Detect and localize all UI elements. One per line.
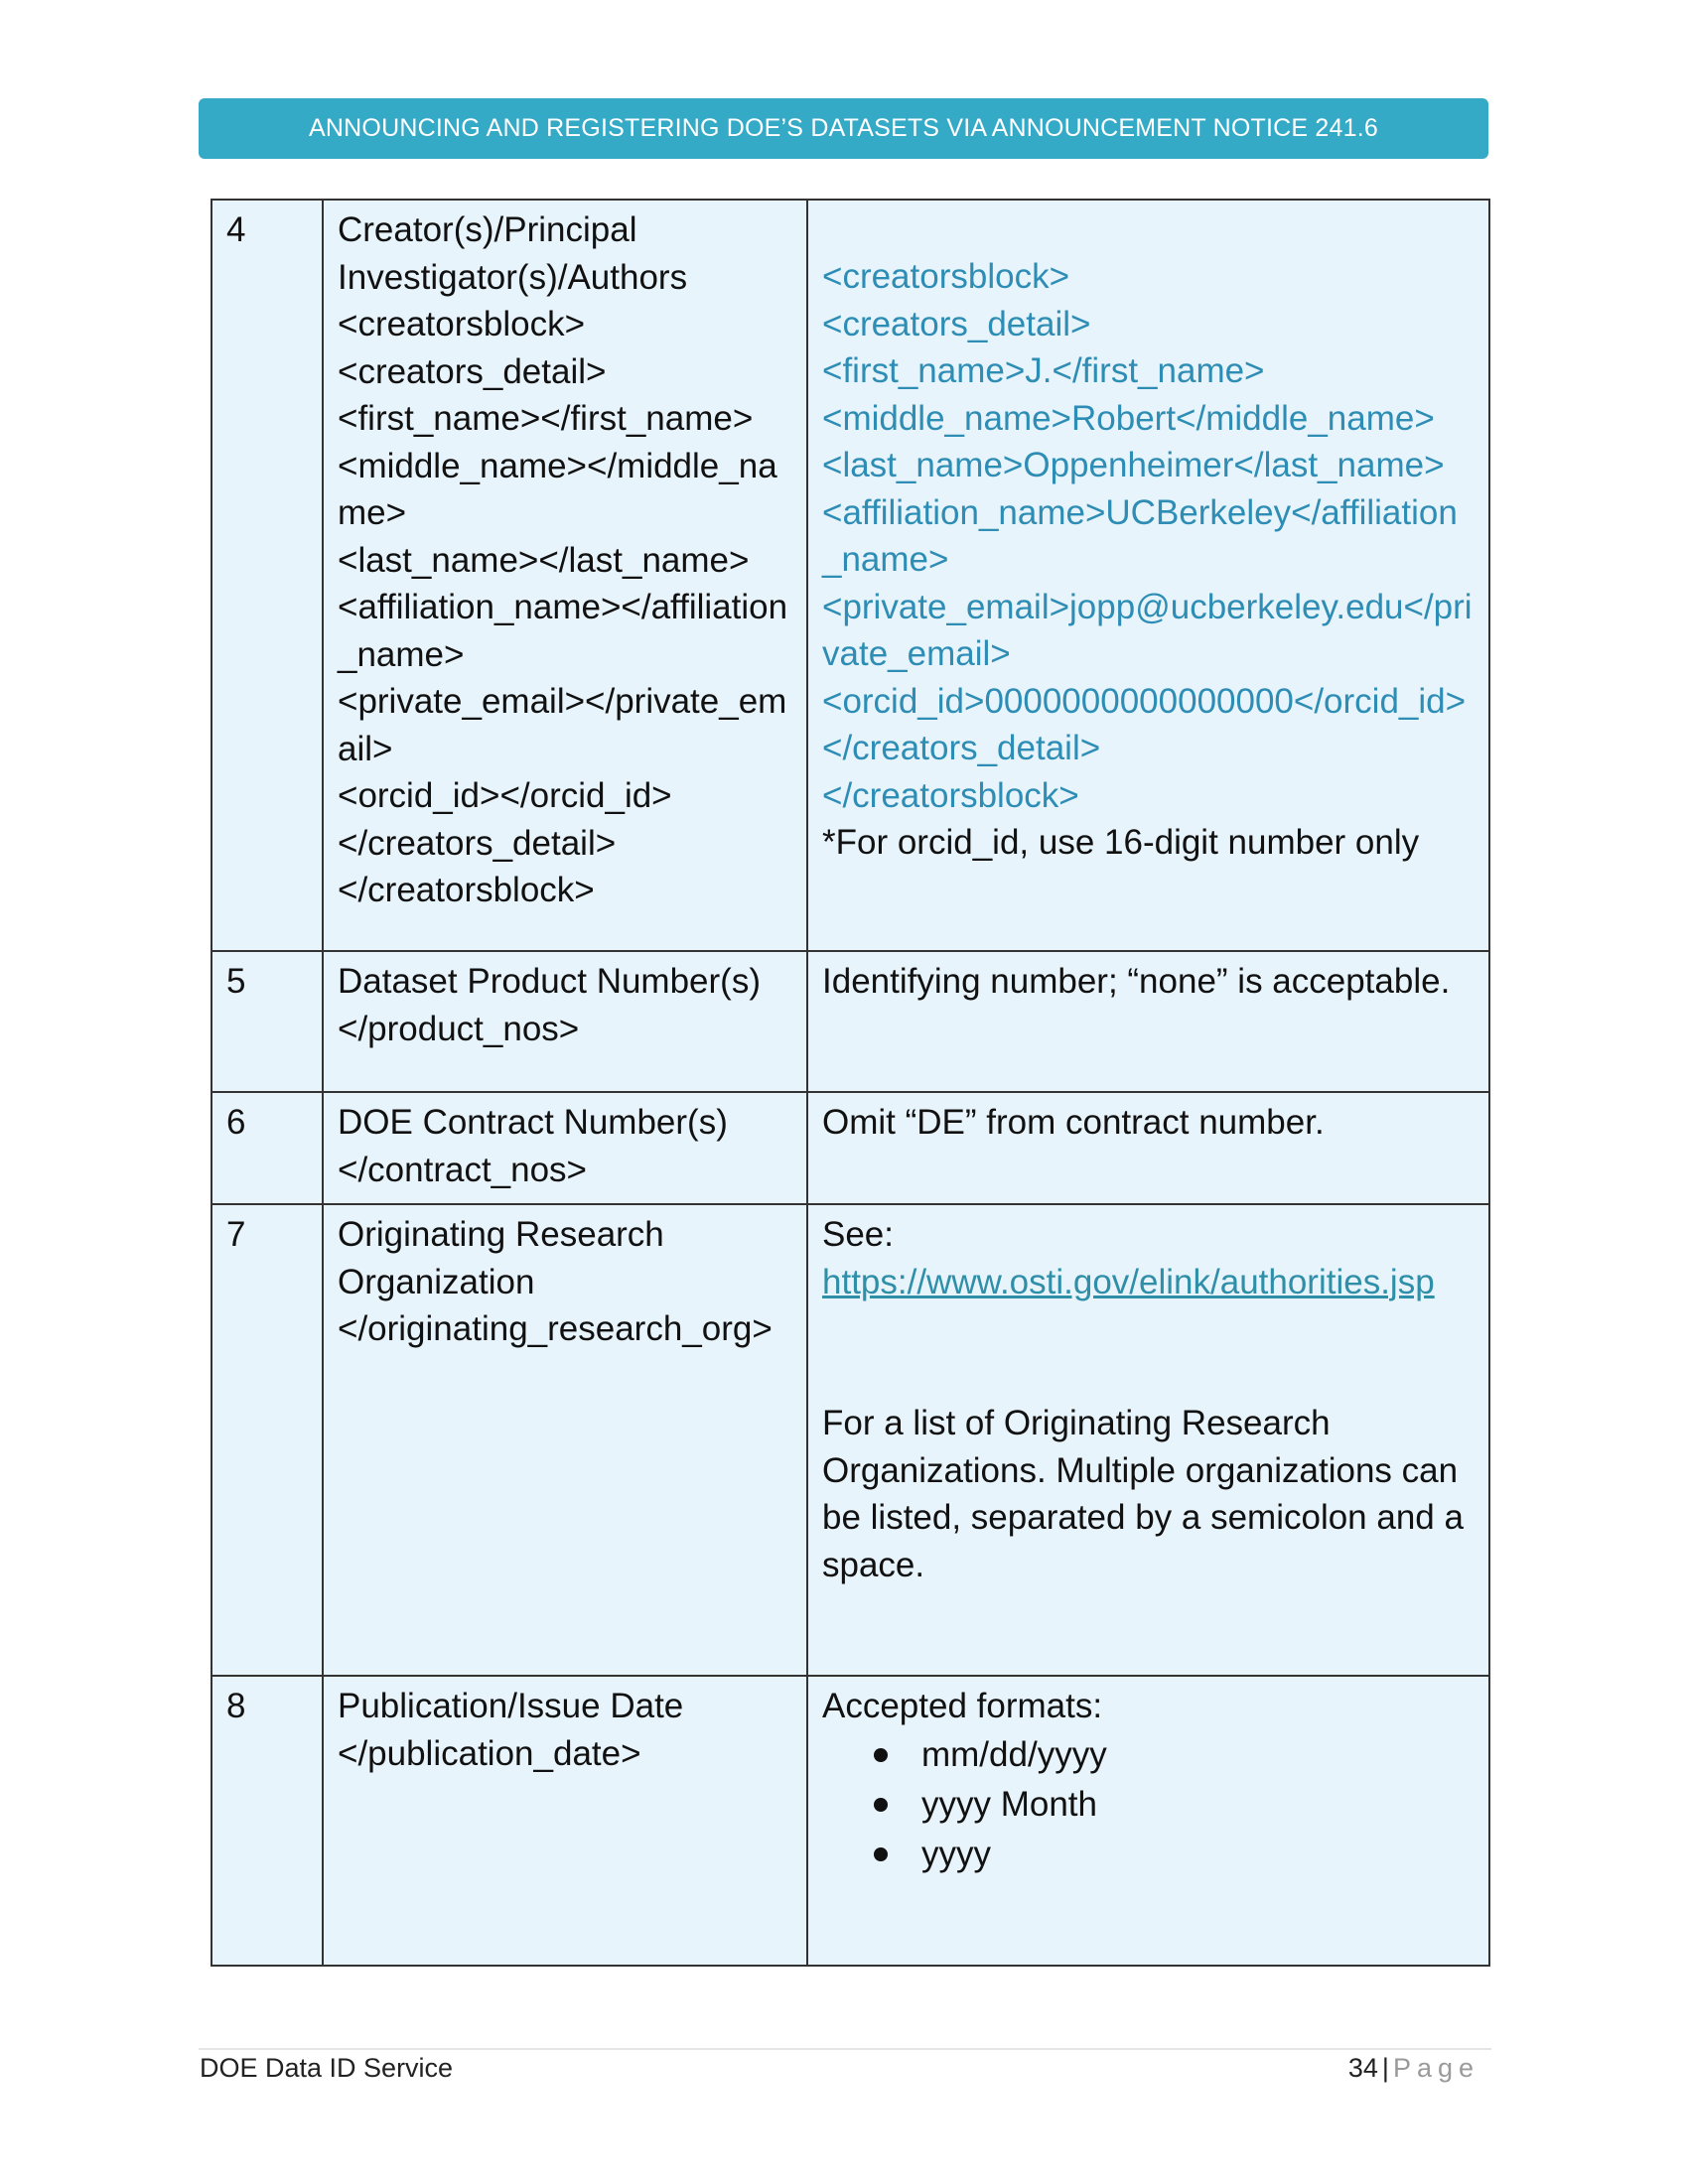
field-line: DOE Contract Number(s)	[338, 1103, 728, 1142]
row-number: 5	[211, 951, 323, 1092]
field-line: <middle_name></middle_name>	[338, 446, 777, 532]
page-number: 34	[1347, 2053, 1378, 2083]
row-number: 7	[211, 1204, 323, 1676]
field-line: <last_name></last_name>	[338, 540, 750, 580]
field-line: Organization	[338, 1262, 535, 1301]
field-line: Dataset Product Number(s)	[338, 962, 761, 1001]
field-line: </originating_research_org>	[338, 1309, 773, 1348]
field-line: </product_nos>	[338, 1009, 580, 1048]
bullet-icon	[874, 1798, 888, 1812]
table-row	[211, 1092, 1489, 1204]
table-row	[211, 951, 1489, 1092]
formats-label: Accepted formats:	[822, 1687, 1103, 1725]
example-cell	[807, 200, 1489, 951]
field-line: </creators_detail>	[338, 823, 617, 863]
field-line: Originating Research	[338, 1215, 664, 1254]
field-line: <orcid_id></orcid_id>	[338, 776, 672, 815]
list-item	[822, 1730, 1477, 1780]
field-cell	[323, 951, 807, 1092]
field-line: <private_email></private_email>	[338, 682, 787, 768]
orcid-note: *For orcid_id, use 16-digit number only	[822, 823, 1420, 862]
field-cell	[323, 1092, 807, 1204]
list-item	[822, 1830, 1477, 1879]
description-cell: Omit “DE” from contract number.	[807, 1092, 1489, 1204]
bullet-icon	[874, 1748, 888, 1762]
example-line: <private_email>jopp@ucberkeley.edu</private_email>	[822, 587, 1473, 673]
field-line: </creatorsblock>	[338, 871, 595, 909]
row-number: 4	[211, 200, 323, 951]
authorities-link[interactable]: https://www.osti.gov/elink/authorities.jsp	[822, 1262, 1435, 1301]
format-text: yyyy Month	[921, 1784, 1097, 1824]
field-line: </publication_date>	[338, 1733, 641, 1773]
row-number: 6	[211, 1092, 323, 1204]
header-banner	[199, 98, 1488, 159]
description-cell	[807, 1204, 1489, 1676]
table-row	[211, 1204, 1489, 1676]
field-cell	[323, 1204, 807, 1676]
list-item	[822, 1780, 1477, 1830]
see-label: See:	[822, 1215, 894, 1254]
example-line: <creatorsblock>	[822, 257, 1070, 296]
spacer	[822, 1305, 1477, 1400]
format-text: mm/dd/yyyy	[921, 1734, 1107, 1774]
table-row	[211, 1676, 1489, 1966]
field-line: <affiliation_name></affiliation_name>	[338, 588, 788, 674]
example-line: <affiliation_name>UCBerkeley</affiliation_name>	[822, 492, 1458, 579]
footer-service-name: DOE Data ID Service	[200, 2053, 454, 2083]
field-line: <first_name></first_name>	[338, 399, 754, 438]
description-cell: Identifying number; “none” is acceptable.	[807, 951, 1489, 1092]
field-cell	[323, 1676, 807, 1966]
example-line: <middle_name>Robert</middle_name>	[822, 398, 1435, 438]
example-line: <last_name>Oppenheimer</last_name>	[822, 446, 1445, 484]
metadata-fields-table	[211, 199, 1490, 1967]
field-line: <creators_detail>	[338, 351, 607, 391]
row-number: 8	[211, 1676, 323, 1966]
field-line: </contract_nos>	[338, 1150, 587, 1189]
example-line: </creatorsblock>	[822, 775, 1079, 815]
formats-list	[822, 1730, 1477, 1879]
example-line: </creators_detail>	[822, 729, 1101, 767]
example-line: <creators_detail>	[822, 304, 1091, 343]
footer-divider	[199, 2048, 1491, 2050]
bullet-icon	[874, 1847, 888, 1861]
field-cell	[323, 200, 807, 951]
example-line: <orcid_id>0000000000000000</orcid_id>	[822, 681, 1467, 721]
format-text: yyyy	[921, 1834, 991, 1873]
field-line: Investigator(s)/Authors	[338, 257, 688, 297]
header-title: ANNOUNCING AND REGISTERING DOE’S DATASETS VIA ANNOUNCEMENT NOTICE 241.6	[309, 114, 1378, 142]
example-line: <first_name>J.</first_name>	[822, 351, 1265, 390]
org-description: For a list of Originating Research Organizations. Multiple organizations can be listed, separated by a semicolon and a space.	[822, 1404, 1464, 1584]
field-line: Creator(s)/Principal	[338, 210, 637, 249]
page-label: Page	[1392, 2053, 1479, 2083]
description-cell	[807, 1676, 1489, 1966]
field-line: Publication/Issue Date	[338, 1687, 684, 1725]
footer-page-info	[1348, 2053, 1479, 2084]
field-line: <creatorsblock>	[338, 305, 586, 343]
page-separator: |	[1381, 2053, 1389, 2083]
table-row	[211, 200, 1489, 951]
